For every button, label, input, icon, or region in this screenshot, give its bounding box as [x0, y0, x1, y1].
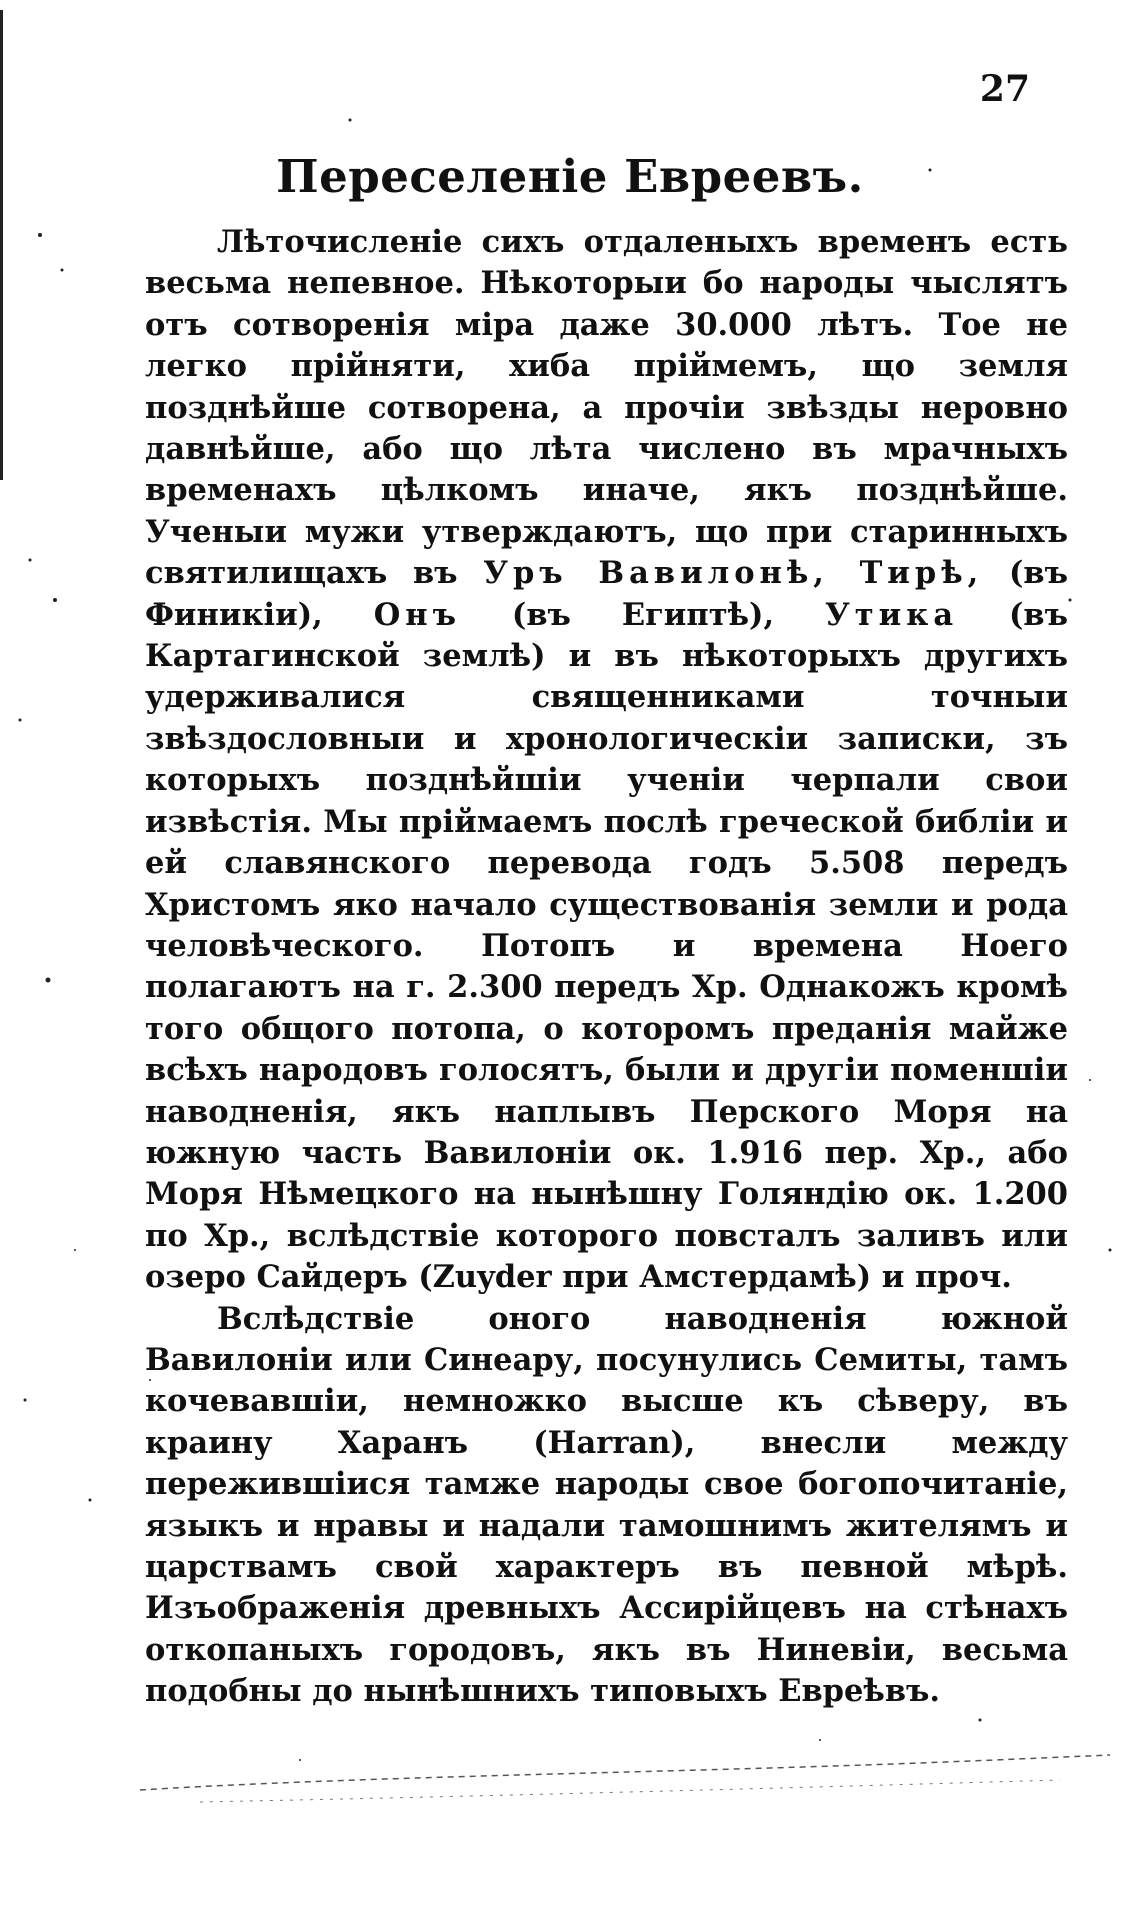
paragraph-text: Вслѣдствіе оного наводненія южной Вавилоніи или Синеару, посунулись Семиты, тамъ кочевавшіи, немножко высше къ сѣверу, въ краину Харанъ (Harran), внесли между пережившіися тамже народы свое богопочитаніе, языкъ и нравы и надали тамошнимъ жителямъ и царствамъ свой характеръ въ певной мѣрѣ. Изъображенія древныхъ Ассирійцевъ на стѣнахъ откопаныхъ городовъ, якъ въ Ниневіи, весьма подобны до нынѣшнихъ типовыхъ Евреѣвъ. [145, 1300, 1068, 1710]
spaced-text: Уръ Вавилонѣ, Тирѣ, [483, 555, 984, 592]
spaced-text: Онъ [373, 596, 461, 633]
body-text [145, 222, 1068, 1713]
paragraph-text: (въ Картагинской землѣ) и въ нѣкоторыхъ другихъ удерживалися священниками точныи звѣздословныи и хронологическіи записки, зъ которыхъ позднѣйшіи ученіи черпали свои извѣстія. Мы пріймаемъ послѣ греческой библіи и ей славянского перевода годъ 5.508 передъ Христомъ яко начало существованія земли и рода человѣческого. Потопъ и времена Ноего полагаютъ на г. 2.300 передъ Хр. Однакожъ кромѣ того общого потопа, о которомъ преданія майже всѣхъ народовъ голосятъ, были и другіи поменшіи наводненія, якъ наплывъ Перского Моря на южную часть Вавилоніи ок. 1.916 пер. Хр., або Моря Нѣмецкого на нынѣшну Голяндію ок. 1.200 по Хр., вслѣдствіе которого повсталъ заливъ или озеро Сайдеръ (Zuyder при Амстердамѣ) и проч. [145, 596, 1069, 1296]
spaced-text: Утика [825, 596, 959, 633]
paragraph [145, 222, 1068, 1299]
page-number: 27 [979, 68, 1030, 110]
paragraph [145, 1299, 1068, 1713]
page-title: Переселеніе Евреевъ. [276, 150, 864, 203]
paragraph-text: (въ Финикіи), [145, 555, 1068, 633]
paragraph-text: Лѣточисленіе сихъ отдаленыхъ временъ есть весьма непевное. Нѣкоторыи бо народы чыслятъ отъ сотворенія міра даже 30.000 лѣтъ. Тое не легко прійняти, хиба пріймемъ, що земля позднѣйше сотворена, а прочіи звѣзды неровно давнѣйше, або що лѣта числено въ мрачныхъ временахъ цѣлкомъ иначе, якъ позднѣйше. Ученыи мужи утверждаютъ, що при старинныхъ святилищахъ въ [145, 224, 1068, 592]
paragraph-text: (въ Египтѣ), [461, 596, 826, 633]
